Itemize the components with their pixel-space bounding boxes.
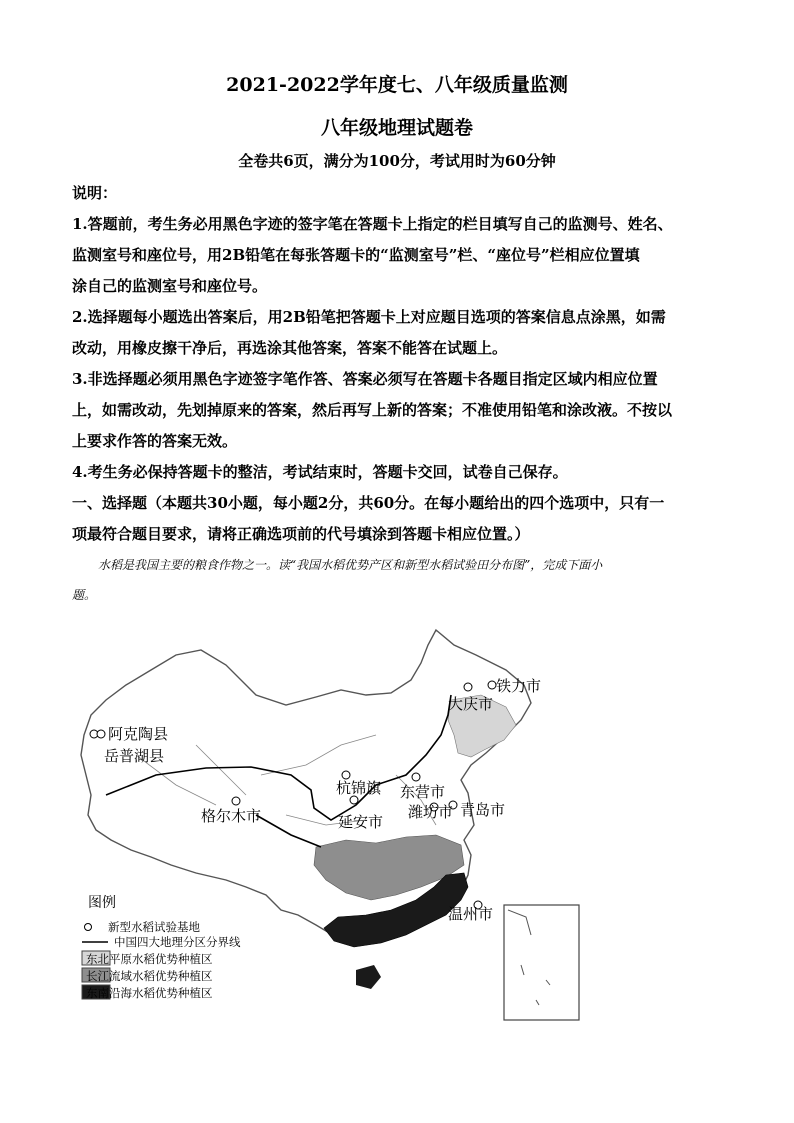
section-heading-line: 一、选择题（本题共30小题，每小题2分，共60分。在每小题给出的四个选项中，只有一 [72,494,665,512]
instruction-line: 1.答题前，考生务必用黑色字迹的签字笔在答题卡上指定的栏目填写自己的监测号、姓名、 [72,215,673,233]
instruction-line: 4.考生务必保持答题卡的整洁，考试结束时，答题卡交回，试卷自己保存。 [72,463,568,481]
legend-title: 图例 [88,895,116,911]
city-label: 青岛市 [460,801,506,819]
instruction-line: 上要求作答的答案无效。 [72,432,238,450]
city-marker [488,681,496,689]
city-label: 东营市 [400,783,446,801]
hainan-island [356,965,381,989]
city-label: 延安市 [338,813,384,831]
south-china-sea-inset [504,905,579,1020]
city-marker [97,730,105,738]
exam-info: 全卷共6页，满分为100分，考试用时为60分钟 [238,152,556,170]
instruction-line: 上，如需改动，先划掉原来的答案，然后再写上新的答案；不准使用铅笔和涂改液。不按以 [72,401,673,419]
legend-item: 东北平原水稻优势种植区 [86,952,213,966]
city-marker [342,771,350,779]
exam-title-line2: 八年级地理试题卷 [320,117,473,139]
instructions-block [72,178,722,550]
section-heading-line: 项最符合题目要求，请将正确选项前的代号填涂到答题卡相应位置。） [72,525,530,543]
instruction-line: 涂自己的监测室号和座位号。 [72,277,268,295]
question-intro-line: 水稻是我国主要的粮食作物之一。读“我国水稻优势产区和新型水稻试验田分布图”，完成下面小 [98,558,603,572]
city-marker [232,797,240,805]
question-intro-line: 题。 [72,588,97,602]
legend-item: 东南沿海水稻优势种植区 [86,986,213,1000]
china-rice-map [76,625,586,1025]
city-label: 杭锦旗 [336,779,382,797]
legend-item: 中国四大地理分区分界线 [114,935,241,949]
city-label: 格尔木市 [201,807,262,825]
city-marker [350,796,358,804]
instruction-line: 监测室号和座位号，用2B铅笔在每张答题卡的“监测室号”栏、“座位号”栏相应位置填 [72,246,640,264]
legend-item: 长江流域水稻优势种植区 [86,969,213,983]
instruction-line: 3.非选择题必须用黑色字迹签字笔作答、答案必须写在答题卡各题目指定区域内相应位置 [72,370,658,388]
city-label: 阿克陶县 [108,725,169,743]
city-marker [412,773,420,781]
legend-item: 新型水稻试验基地 [108,920,200,934]
question-intro [72,550,722,610]
city-label: 温州市 [448,905,494,923]
city-marker [464,683,472,691]
instructions-heading: 说明： [72,184,118,202]
city-label: 铁力市 [496,677,542,695]
city-label: 岳普湖县 [104,747,165,765]
instruction-line: 2.选择题每小题选出答案后，用2B铅笔把答题卡上对应题目选项的答案信息点涂黑，如需 [72,308,666,326]
exam-title-line1: 2021-2022学年度七、八年级质量监测 [226,74,568,96]
instruction-line: 改动，用橡皮擦干净后，再选涂其他答案，答案不能答在试题上。 [72,339,508,357]
city-label: 潍坊市 [408,803,454,821]
city-label: 大庆市 [448,695,494,713]
